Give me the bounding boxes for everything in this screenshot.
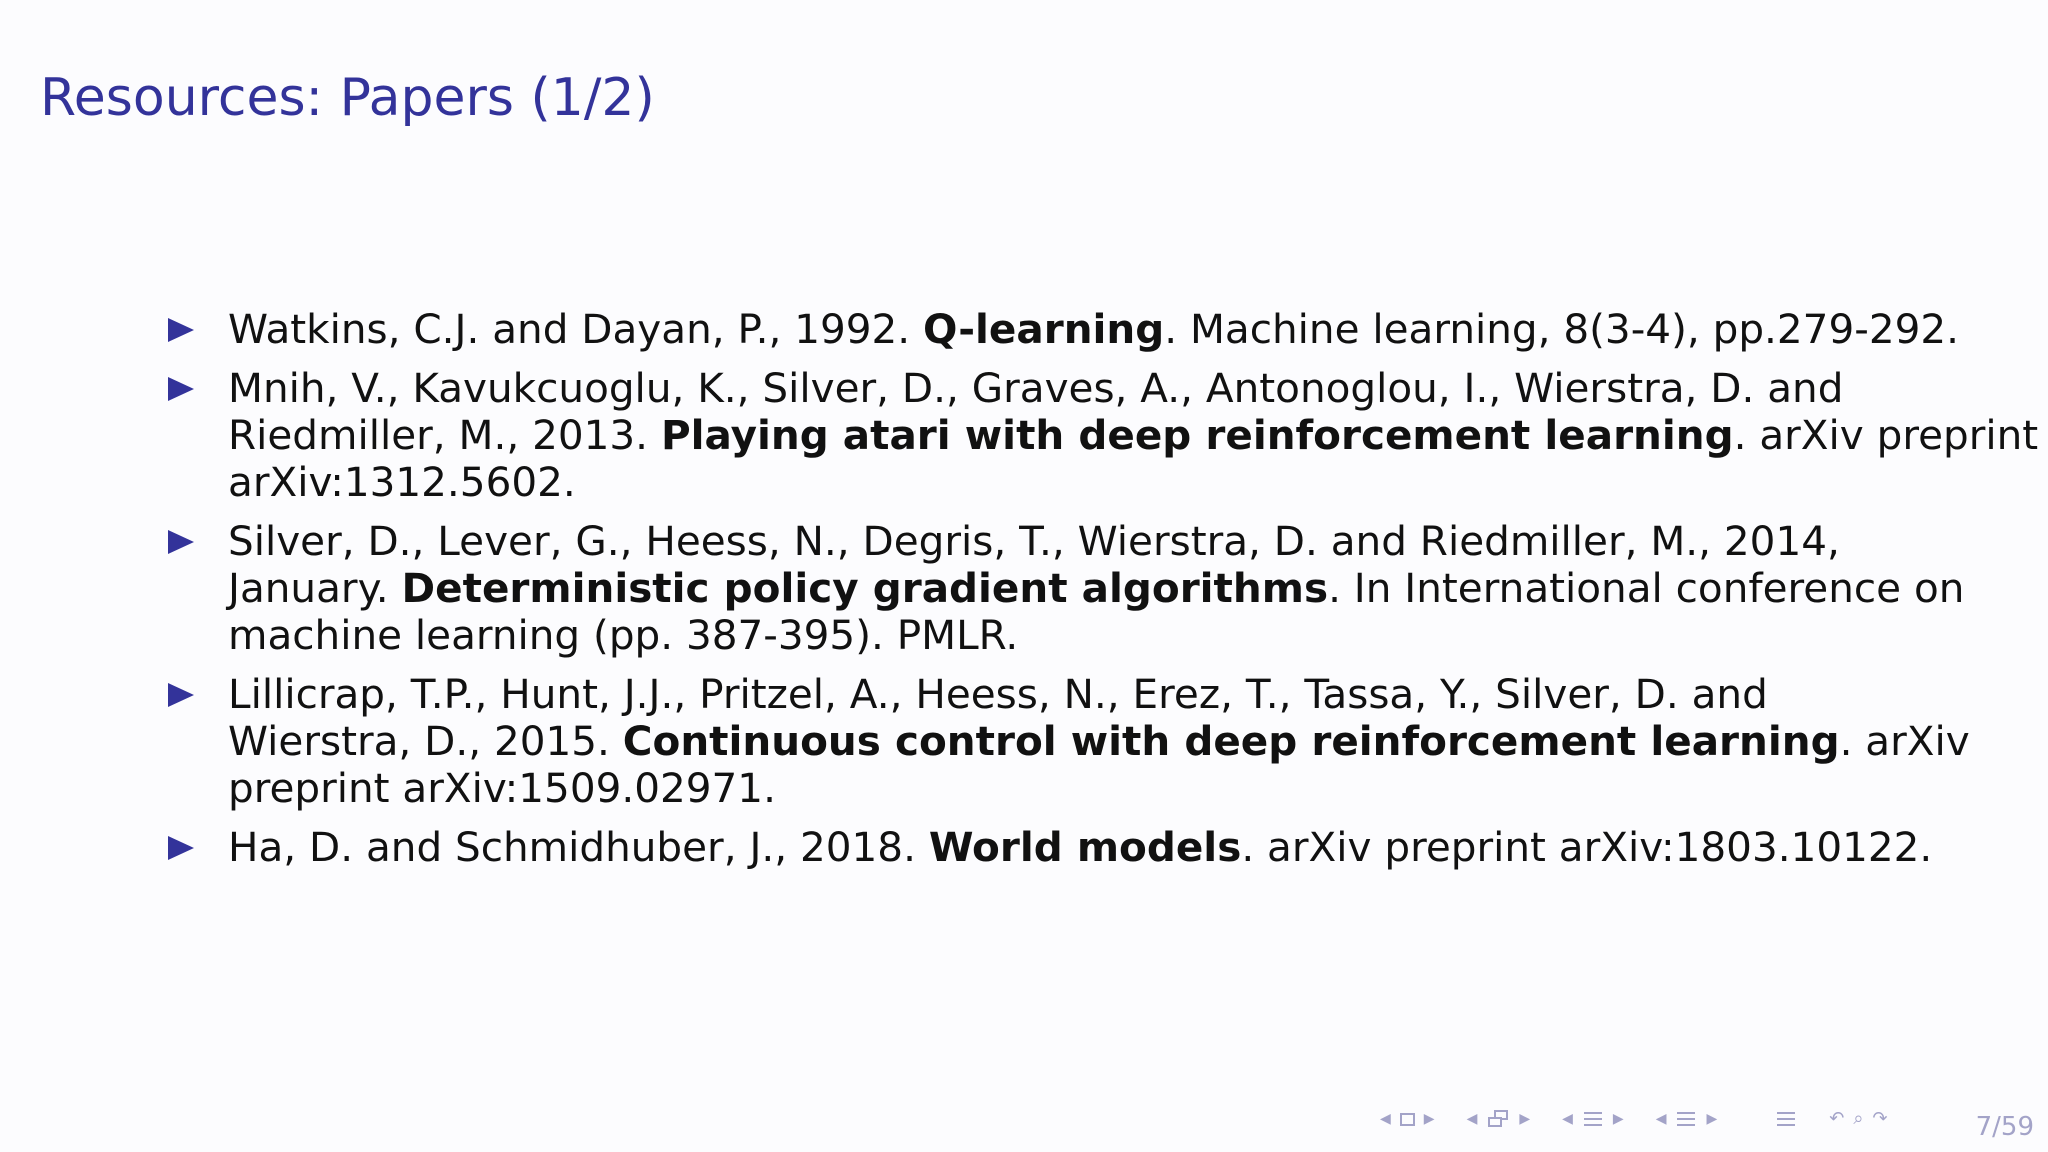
reference-line: preprint arXiv:1509.02971. [228, 764, 776, 812]
reference-text: Ha, D. and Schmidhuber, J., 2018. [228, 823, 929, 871]
triangle-bullet-icon [168, 377, 194, 401]
paper-reference-item [168, 823, 1933, 871]
paper-title: Playing atari with deep reinforcement learning [660, 411, 1734, 459]
reference-line [228, 411, 2039, 459]
section-navigation [1562, 1110, 1624, 1128]
paper-title: Deterministic policy gradient algorithms [401, 564, 1329, 612]
paper-reference-item [168, 670, 1970, 812]
back-icon[interactable]: ↶ [1829, 1108, 1845, 1129]
frame-icon[interactable] [1400, 1113, 1415, 1126]
paper-title: Continuous control with deep reinforcement learning [622, 717, 1840, 765]
reference-line: arXiv:1312.5602. [228, 458, 576, 506]
search-icon[interactable]: ⌕ [1853, 1108, 1864, 1129]
reference-text: Wierstra, D., 2015. [228, 717, 623, 765]
reference-text: Riedmiller, M., 2013. [228, 411, 661, 459]
triangle-bullet-icon [168, 683, 194, 707]
page-number: 7/59 [1975, 1112, 2034, 1142]
paper-title: Q-learning [923, 305, 1165, 353]
history-search-navigation [1829, 1110, 1887, 1128]
slide-title: Resources: Papers (1/2) [40, 68, 655, 128]
section-icon[interactable] [1582, 1110, 1604, 1128]
paper-title: World models [928, 823, 1242, 871]
reference-text: . arXiv preprint arXiv:1803.10122. [1241, 823, 1933, 871]
arrow-left-icon[interactable]: ◀ [1380, 1111, 1391, 1127]
reference-text: . arXiv [1839, 717, 1970, 765]
reference-text: Watkins, C.J. and Dayan, P., 1992. [228, 305, 924, 353]
reference-line: Mnih, V., Kavukcuoglu, K., Silver, D., Graves, A., Antonoglou, I., Wierstra, D. and [228, 364, 1844, 412]
triangle-bullet-icon [168, 530, 194, 554]
forward-icon[interactable]: ↷ [1872, 1108, 1888, 1129]
reference-line [228, 305, 1960, 353]
arrow-left-icon[interactable]: ◀ [1655, 1111, 1667, 1127]
paper-reference-item [168, 305, 1960, 353]
arrow-right-icon[interactable]: ▶ [1612, 1111, 1624, 1127]
arrow-right-icon[interactable]: ▶ [1706, 1111, 1718, 1127]
reference-text: January. [228, 564, 402, 612]
paper-reference-list [168, 305, 2039, 883]
reference-line [228, 717, 1970, 765]
reference-line [228, 823, 1933, 871]
reference-text: . In International conference on [1328, 564, 1965, 612]
arrow-left-icon[interactable]: ◀ [1562, 1111, 1573, 1127]
document-icon[interactable] [1675, 1110, 1697, 1128]
document-navigation [1656, 1110, 1718, 1128]
paper-reference-item [168, 517, 1965, 659]
arrow-left-icon[interactable]: ◀ [1466, 1111, 1478, 1127]
triangle-bullet-icon [168, 318, 194, 342]
reference-line [228, 564, 1965, 612]
paper-reference-item [168, 364, 2039, 506]
reference-line: Silver, D., Lever, G., Heess, N., Degris, T., Wierstra, D. and Riedmiller, M., 2014, [228, 517, 1840, 565]
subsection-icon[interactable] [1486, 1109, 1510, 1129]
triangle-bullet-icon [168, 836, 194, 860]
arrow-right-icon[interactable]: ▶ [1423, 1111, 1435, 1127]
reference-line: Lillicrap, T.P., Hunt, J.J., Pritzel, A., Heess, N., Erez, T., Tassa, Y., Silver, D. and [228, 670, 1768, 718]
subsection-navigation [1467, 1109, 1531, 1129]
beamer-navigation-bar [1380, 1106, 1920, 1132]
reference-text: . Machine learning, 8(3-4), pp.279-292. [1164, 305, 1960, 353]
outline-navigation [1775, 1110, 1797, 1128]
outline-icon[interactable] [1775, 1110, 1797, 1128]
frame-navigation [1380, 1112, 1435, 1126]
arrow-right-icon[interactable]: ▶ [1519, 1111, 1531, 1127]
reference-line: machine learning (pp. 387-395). PMLR. [228, 611, 1019, 659]
reference-text: . arXiv preprint [1733, 411, 2039, 459]
